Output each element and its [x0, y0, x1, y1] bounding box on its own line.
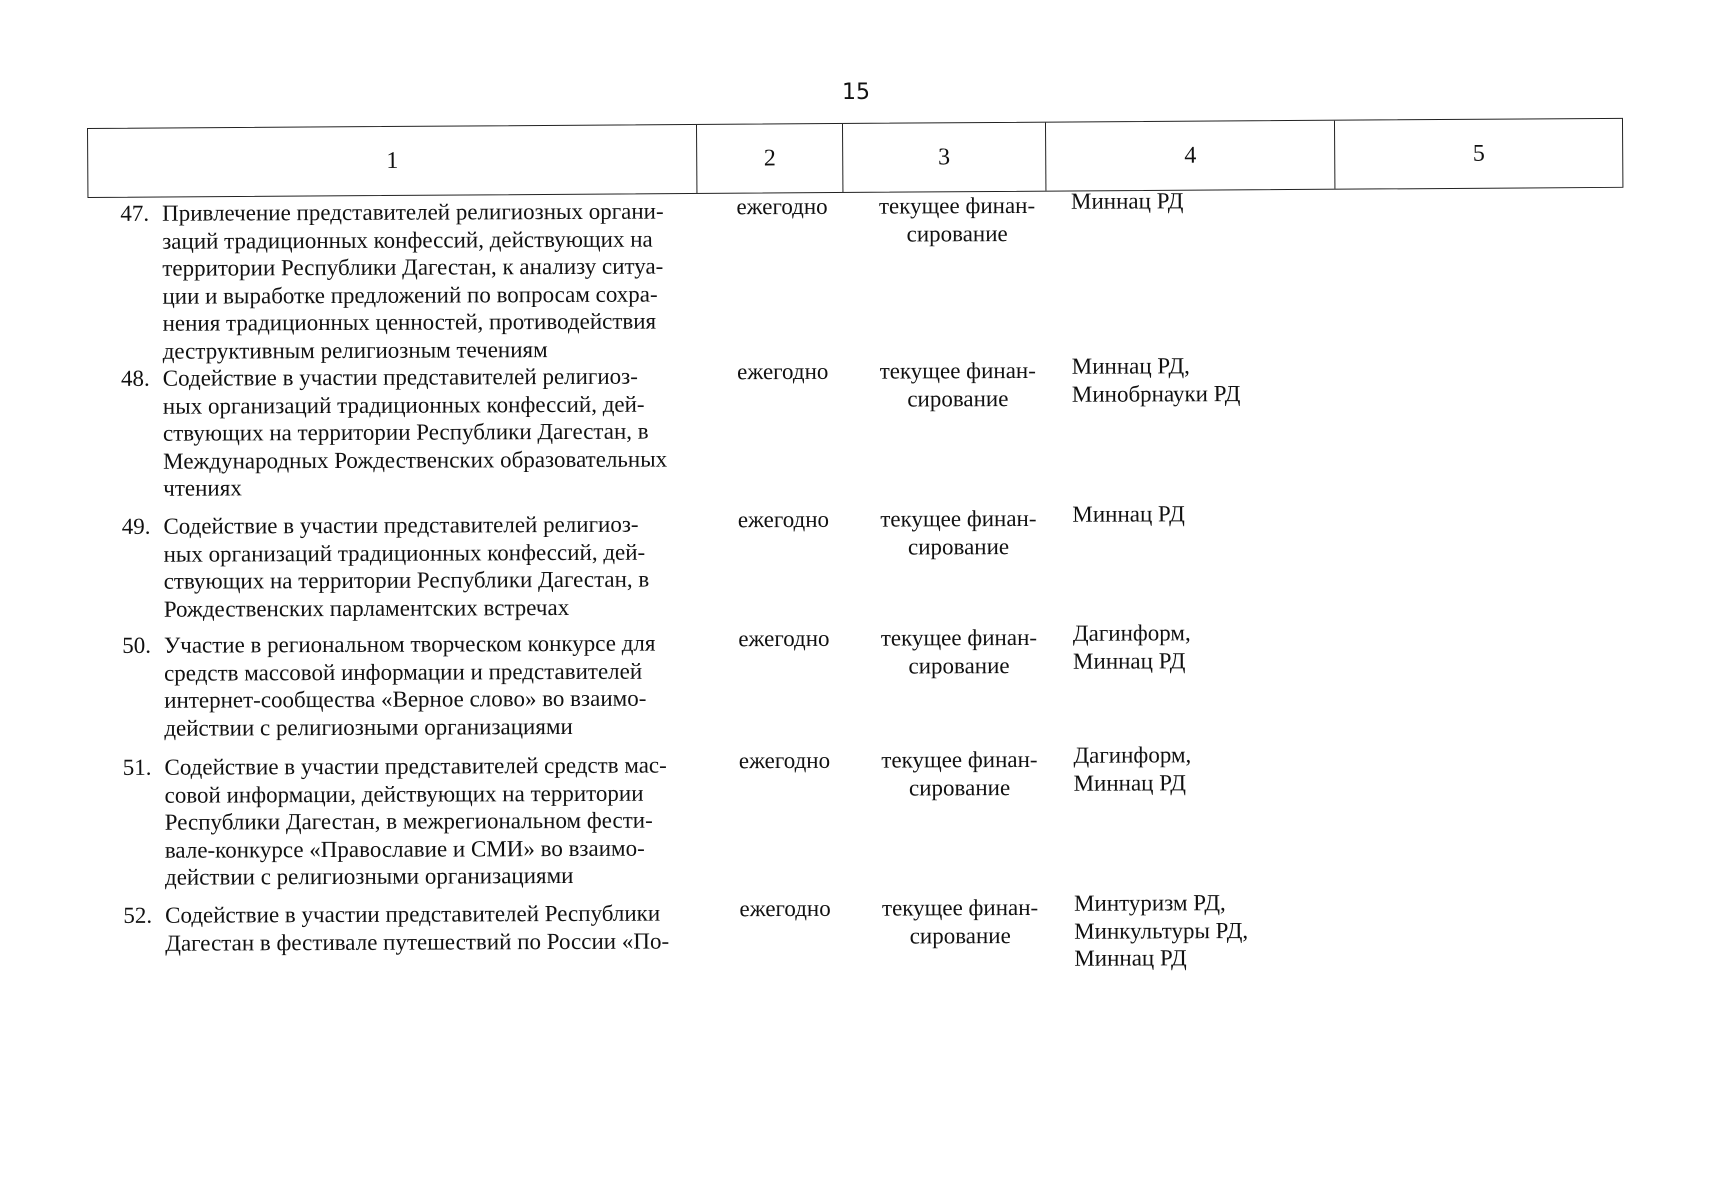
activity-line: чтениях: [163, 475, 242, 501]
row-col5: [1339, 748, 1580, 897]
table-row: [103, 890, 1603, 992]
funding-line: сирование: [907, 385, 1009, 411]
table-row: [101, 501, 1602, 632]
activity-line: действии с религиозными организациями: [164, 862, 574, 890]
funding-line: сирование: [907, 533, 1010, 559]
activity-line: ствующих на территории Республики Дагестан, в: [163, 566, 650, 594]
funding-line: текущее финан-: [880, 624, 1038, 651]
activity-line: Содействие в участии представителей религиоз-: [163, 511, 639, 539]
activity-line: Привлечение представителей религиозных органи-: [162, 198, 664, 226]
row-term: ежегодно: [738, 625, 830, 652]
row-col5: [1340, 896, 1580, 987]
activity-line: заций традиционных конфессий, действующих на: [162, 226, 653, 254]
activity-line: Содействие в участии представителей средств мас-: [164, 752, 667, 780]
activity-line: Рождественских парламентских встречах: [163, 594, 570, 622]
executor-line: Минобрнауки РД: [1071, 380, 1241, 407]
funding-line: сирование: [906, 220, 1008, 246]
funding-line: текущее финан-: [879, 357, 1036, 384]
executor-line: Дагинформ,: [1073, 742, 1192, 768]
activity-line: совой информации, действующих на территории: [164, 780, 644, 808]
header-col-3: 3: [843, 123, 1046, 192]
executor-line: Миннац РД: [1072, 647, 1186, 674]
row-activity: [160, 899, 710, 991]
row-col5: [1338, 507, 1579, 627]
funding-line: сирование: [909, 922, 1011, 948]
executor-line: Минтуризм РД,: [1074, 890, 1226, 916]
executor-line: Миннац РД: [1074, 945, 1187, 971]
activity-line: действии с религиозными организациями: [164, 713, 573, 741]
row-term: ежегодно: [739, 895, 831, 922]
funding-line: текущее финан-: [881, 894, 1039, 921]
executor-line: Миннац РД: [1072, 501, 1185, 527]
row-funding: [857, 192, 1058, 362]
row-col5: [1339, 626, 1580, 749]
row-term: ежегодно: [738, 747, 831, 774]
activity-line: ции и выработке предложений по вопросам сохра-: [162, 281, 658, 309]
row-number: 51.: [122, 754, 152, 780]
executor-line: Миннац РД: [1073, 769, 1187, 796]
row-number: 48.: [120, 365, 150, 391]
row-activity: [157, 197, 708, 364]
header-col-2: 2: [697, 124, 843, 193]
funding-line: текущее финан-: [880, 505, 1037, 532]
activity-line: нения традиционных ценностей, противодействия: [162, 308, 657, 336]
row-funding: [858, 505, 1059, 629]
row-col5: [1338, 359, 1579, 508]
executor-line: Дагинформ,: [1072, 620, 1191, 646]
row-number: 52.: [123, 902, 153, 928]
activity-line: Участие в региональном творческом конкурсе для: [163, 630, 656, 658]
row-term: ежегодно: [737, 358, 829, 385]
row-term: ежегодно: [736, 193, 828, 220]
row-funding: [858, 357, 1059, 510]
table-row: [102, 742, 1603, 902]
funding-line: сирование: [908, 652, 1010, 678]
row-funding: [859, 624, 1060, 751]
activity-line: Дагестан в фестивале путешествий по России «По-: [165, 928, 670, 956]
row-col5: [1337, 194, 1578, 360]
table-row: [100, 188, 1601, 365]
row-executors: [1059, 619, 1340, 750]
header-col-4: 4: [1046, 121, 1336, 191]
table-body: [100, 188, 1603, 992]
row-term: ежегодно: [737, 506, 830, 533]
executor-line: Минкультуры РД,: [1074, 917, 1249, 944]
activity-line: ствующих на территории Республики Дагестан, в: [162, 418, 649, 446]
row-number: 50.: [122, 632, 151, 658]
executor-line: Миннац РД,: [1071, 353, 1190, 379]
activity-line: вале-конкурсе «Православие и СМИ» во взаимо-: [164, 835, 645, 863]
activity-line: территории Республики Дагестан, к анализу ситуа-: [162, 253, 664, 281]
row-activity: [158, 510, 709, 631]
activity-line: ных организаций традиционных конфессий, дей-: [162, 391, 645, 419]
table-header: [87, 118, 1623, 198]
page-number: 15: [842, 80, 870, 105]
table-row: [102, 620, 1603, 754]
row-executors: [1059, 741, 1340, 898]
activity-line: средств массовой информации и представителей: [164, 658, 643, 686]
activity-line: Международных Рождественских образовательных: [163, 446, 668, 474]
row-executors: [1058, 500, 1339, 628]
activity-line: ных организаций традиционных конфессий, дей-: [163, 539, 646, 567]
activity-line: деструктивным религиозным течениям: [162, 336, 548, 364]
row-funding: [859, 746, 1060, 899]
activity-line: интернет-сообщества «Верное слово» во взаимо-: [164, 685, 647, 713]
funding-line: сирование: [908, 774, 1011, 800]
row-activity: [158, 362, 709, 512]
executor-line: Миннац РД: [1070, 188, 1184, 214]
row-number: 47.: [120, 200, 150, 226]
row-activity: [159, 629, 710, 753]
row-activity: [159, 751, 710, 901]
row-funding: [860, 894, 1060, 989]
table-row: [101, 353, 1602, 513]
activity-line: Республики Дагестан, в межрегиональном фести-: [164, 807, 653, 835]
activity-line: Содействие в участии представителей религиоз-: [162, 363, 638, 391]
funding-line: текущее финан-: [881, 746, 1038, 773]
activity-line: Содействие в участии представителей Республики: [165, 900, 661, 928]
row-executors: [1060, 889, 1340, 988]
header-col-5: 5: [1472, 140, 1485, 167]
funding-line: текущее финан-: [878, 192, 1036, 219]
row-number: 49.: [121, 513, 151, 539]
header-col-1: 1: [88, 125, 698, 197]
row-executors: [1058, 352, 1339, 509]
row-executors: [1057, 187, 1338, 361]
